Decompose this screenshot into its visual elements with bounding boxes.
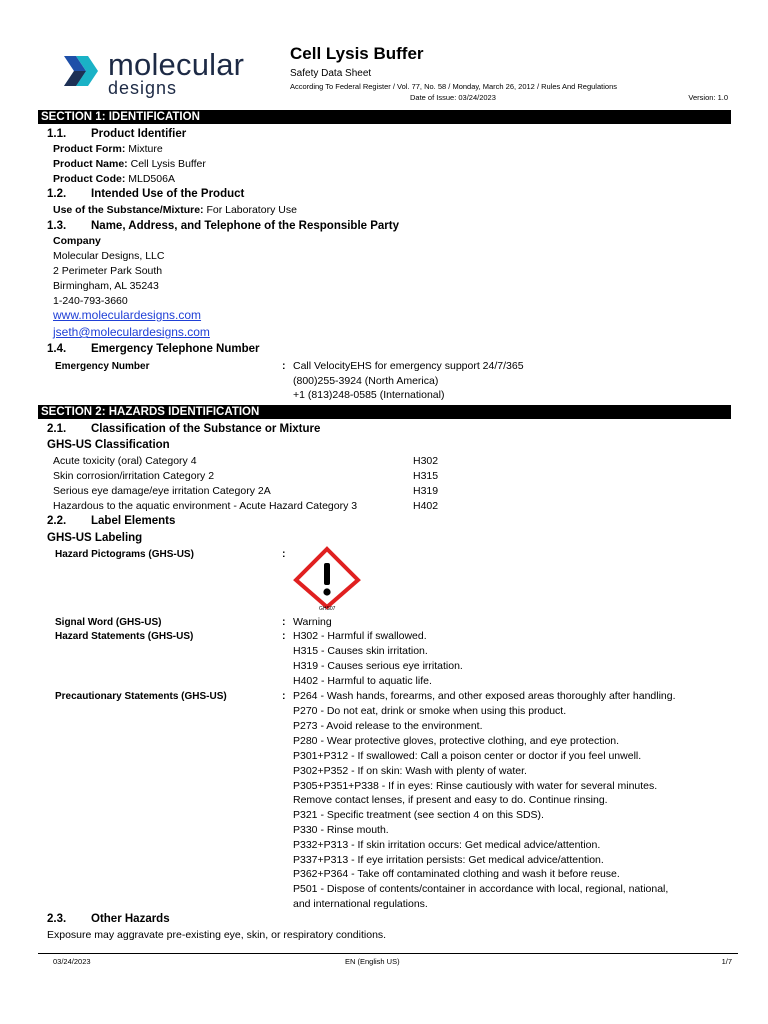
classification-row: Hazardous to the aquatic environment - Acute Hazard Category 3 (53, 500, 358, 512)
company-phone: 1-240-793-3660 (53, 295, 128, 307)
emergency-line-2: (800)255-3924 (North America) (293, 375, 439, 387)
emergency-line-1: Call VelocityEHS for emergency support 24/7/365 (293, 360, 524, 372)
precautionary-statement: P332+P313 - If skin irritation occurs: Get medical advice/attention. (293, 839, 601, 851)
company-label: Company (53, 235, 101, 247)
precautionary-statements-label: Precautionary Statements (GHS-US) (55, 691, 227, 702)
emergency-line-3: +1 (813)248-0585 (International) (293, 389, 445, 401)
precautionary-statement: P301+P312 - If swallowed: Call a poison center or doctor if you feel unwell. (293, 750, 642, 762)
precautionary-statement: and international regulations. (293, 898, 428, 910)
hazard-pictograms-label: Hazard Pictograms (GHS-US) (55, 549, 194, 560)
hazard-statement: H319 - Causes serious eye irritation. (293, 660, 463, 672)
date-of-issue: Date of Issue: 03/24/2023 (410, 93, 496, 102)
company-website-link[interactable]: www.moleculardesigns.com (53, 308, 202, 322)
hazard-statement: H315 - Causes skin irritation. (293, 645, 428, 657)
subsection-1-3: 1.3. Name, Address, and Telephone of the Responsible Party (47, 220, 400, 232)
intended-use-row: Use of the Substance/Mixture: For Laboratory Use (53, 204, 297, 216)
precautionary-statement: P362+P364 - Take off contaminated clothing and wash it before reuse. (293, 868, 620, 880)
company-email-link[interactable]: jseth@moleculardesigns.com (53, 325, 210, 339)
colon: : (282, 690, 286, 702)
emergency-number-label: Emergency Number (55, 361, 150, 372)
precautionary-statement: P270 - Do not eat, drink or smoke when using this product. (293, 705, 567, 717)
classification-code: H402 (413, 500, 439, 512)
pictogram-caption: GHS07 (319, 606, 336, 612)
section-1-header: SECTION 1: IDENTIFICATION (38, 110, 731, 124)
colon: : (282, 630, 286, 642)
footer-divider (38, 953, 738, 954)
logo-mark-icon (62, 54, 102, 88)
classification-code: H319 (413, 485, 439, 497)
precautionary-statement: P337+P313 - If eye irritation persists: Get medical advice/attention. (293, 854, 604, 866)
document-title: Cell Lysis Buffer (290, 44, 424, 63)
product-name-row: Product Name: Cell Lysis Buffer (53, 158, 206, 170)
precautionary-statement: P330 - Rinse mouth. (293, 824, 389, 836)
classification-code: H315 (413, 470, 439, 482)
company-street: 2 Perimeter Park South (53, 265, 163, 277)
logo-word-molecular: molecular (108, 47, 245, 82)
classification-code: H302 (413, 455, 439, 467)
subsection-1-2: 1.2. Intended Use of the Product (47, 188, 245, 200)
other-hazards-text: Exposure may aggravate pre-existing eye, skin, or respiratory conditions. (47, 929, 387, 941)
subsection-number: 1.1. (47, 128, 67, 140)
ghs-labeling-heading: GHS-US Labeling (47, 532, 143, 544)
subsection-2-3: 2.3. Other Hazards (47, 913, 170, 925)
document-version: Version: 1.0 (688, 93, 728, 102)
precautionary-statement: Remove contact lenses, if present and easy to do. Continue rinsing. (293, 794, 608, 806)
exclamation-mark-pictogram-icon (293, 546, 361, 614)
classification-row: Serious eye damage/eye irritation Category 2A (53, 485, 271, 497)
signal-word: Warning (293, 616, 332, 628)
section-2-header: SECTION 2: HAZARDS IDENTIFICATION (38, 405, 731, 419)
subsection-2-1: 2.1. Classification of the Substance or Mixture (47, 423, 321, 435)
subsection-2-2: 2.2. Label Elements (47, 515, 176, 527)
classification-row: Acute toxicity (oral) Category 4 (53, 455, 197, 467)
precautionary-statement: P264 - Wash hands, forearms, and other exposed areas thoroughly after handling. (293, 690, 676, 702)
precautionary-statement: P273 - Avoid release to the environment. (293, 720, 483, 732)
colon: : (282, 360, 286, 372)
ghs-classification-heading: GHS-US Classification (47, 439, 170, 451)
precautionary-statement: P280 - Wear protective gloves, protective clothing, and eye protection. (293, 735, 620, 747)
precautionary-statement: P501 - Dispose of contents/container in accordance with local, regional, national, (293, 883, 669, 895)
subsection-1-1 (47, 127, 186, 141)
product-code-row: Product Code: MLD506A (53, 173, 175, 185)
hazard-statements-label: Hazard Statements (GHS-US) (55, 631, 194, 642)
signal-word-label: Signal Word (GHS-US) (55, 617, 162, 628)
product-form-row: Product Form: Mixture (53, 143, 163, 155)
footer-page-number: 1/7 (721, 957, 732, 966)
hazard-statement: H402 - Harmful to aquatic life. (293, 675, 432, 687)
company-city: Birmingham, AL 35243 (53, 280, 159, 292)
footer-language: EN (English US) (345, 957, 400, 966)
hazard-statement: H302 - Harmful if swallowed. (293, 630, 427, 642)
subsection-1-4: 1.4. Emergency Telephone Number (47, 343, 260, 355)
precautionary-statement: P321 - Specific treatment (see section 4 on this SDS). (293, 809, 544, 821)
logo-word-designs: designs (108, 78, 178, 98)
subsection-title: Product Identifier (91, 128, 187, 140)
precautionary-statement: P305+P351+P338 - If in eyes: Rinse cautiously with water for several minutes. (293, 780, 658, 792)
classification-row: Skin corrosion/irritation Category 2 (53, 470, 215, 482)
footer-date: 03/24/2023 (53, 957, 91, 966)
document-subtitle: Safety Data Sheet (290, 68, 372, 79)
precautionary-statement: P302+P352 - If on skin: Wash with plenty of water. (293, 765, 527, 777)
regulation-reference: According To Federal Register / Vol. 77, No. 58 / Monday, March 26, 2012 / Rules And Regulations (290, 82, 617, 91)
colon: : (282, 548, 286, 560)
colon: : (282, 616, 286, 628)
company-logo (62, 48, 282, 100)
company-name: Molecular Designs, LLC (53, 250, 165, 262)
